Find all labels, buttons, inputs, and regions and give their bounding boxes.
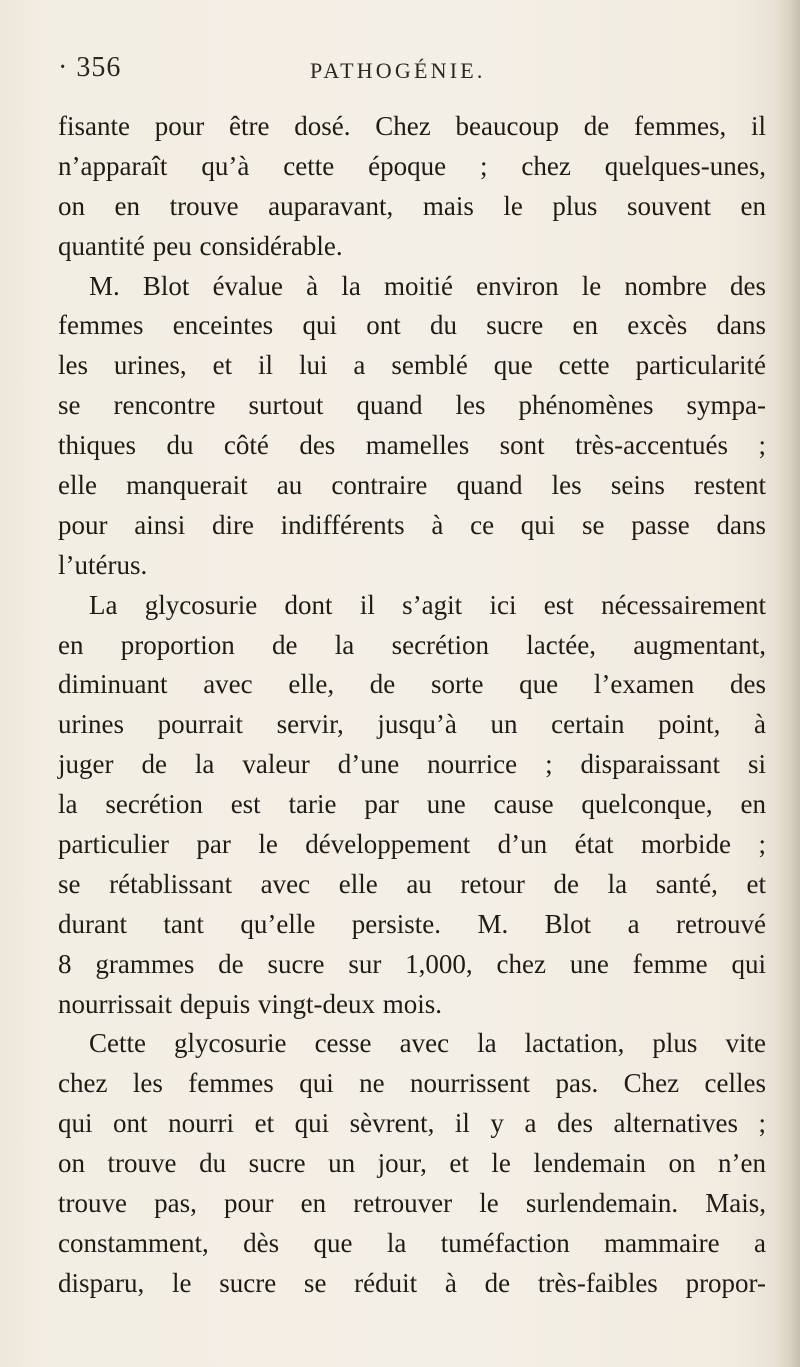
- text-line: durant tant qu’elle persiste. M. Blot a retrouvé: [58, 908, 766, 939]
- text-line: qui ont nourri et qui sèvrent, il y a des alternatives ;: [58, 1108, 766, 1139]
- text-line: en proportion de la secrétion lactée, augmentant,: [58, 629, 766, 660]
- text-line: chez les femmes qui ne nourrissent pas. Chez celles: [58, 1068, 766, 1099]
- text-line: disparu, le sucre se réduit à de très-faibles propor-: [58, 1267, 766, 1298]
- text-line: constamment, dès que la tuméfaction mammaire a: [58, 1227, 766, 1258]
- text-line: on en trouve auparavant, mais le plus souvent en: [58, 190, 766, 221]
- paragraph-end-line: l’utérus.: [58, 549, 148, 580]
- text-line: pour ainsi dire indifférents à ce qui se passe dans: [58, 509, 766, 540]
- text-line: la secrétion est tarie par une cause quelconque, en: [58, 789, 766, 820]
- paragraph-start-line: M. Blot évalue à la moitié environ le nombre des: [89, 270, 766, 301]
- text-line: 8 grammes de sucre sur 1,000, chez une femme qui: [58, 948, 766, 979]
- page-edge-shadow: [774, 0, 800, 1367]
- paragraph-end-line: quantité peu considérable.: [58, 230, 343, 261]
- text-line: les urines, et il lui a semblé que cette particularité: [58, 350, 766, 381]
- running-title: PATHOGÉNIE.: [310, 58, 486, 83]
- body-text: [58, 107, 766, 1304]
- paragraph-start-line: La glycosurie dont il s’agit ici est nécessairement: [89, 589, 766, 620]
- text-line: se rétablissant avec elle au retour de la santé, et: [58, 868, 766, 899]
- page-header: [58, 52, 758, 92]
- paragraph-end-line: nourrissait depuis vingt-deux mois.: [58, 988, 442, 1019]
- text-line: n’apparaît qu’à cette époque ; chez quelques-unes,: [58, 150, 766, 181]
- text-line: elle manquerait au contraire quand les seins restent: [58, 470, 766, 501]
- text-line: juger de la valeur d’une nourrice ; disparaissant si: [58, 749, 766, 780]
- text-line: particulier par le développement d’un état morbide ;: [58, 829, 766, 860]
- text-line: se rencontre surtout quand les phénomènes sympa-: [58, 390, 766, 421]
- text-line: fisante pour être dosé. Chez beaucoup de femmes, il: [58, 111, 766, 141]
- page-number: · 356: [58, 52, 122, 83]
- text-line: trouve pas, pour en retrouver le surlendemain. Mais,: [58, 1188, 766, 1219]
- text-line: femmes enceintes qui ont du sucre en excès dans: [58, 310, 766, 341]
- text-line: urines pourrait servir, jusqu’à un certain point, à: [58, 709, 766, 740]
- text-line: thiques du côté des mamelles sont très-accentués ;: [58, 430, 766, 461]
- text-line: diminuant avec elle, de sorte que l’examen des: [58, 669, 766, 700]
- paragraph-start-line: Cette glycosurie cesse avec la lactation, plus vite: [89, 1028, 766, 1059]
- text-line: on trouve du sucre un jour, et le lendemain on n’en: [58, 1148, 766, 1179]
